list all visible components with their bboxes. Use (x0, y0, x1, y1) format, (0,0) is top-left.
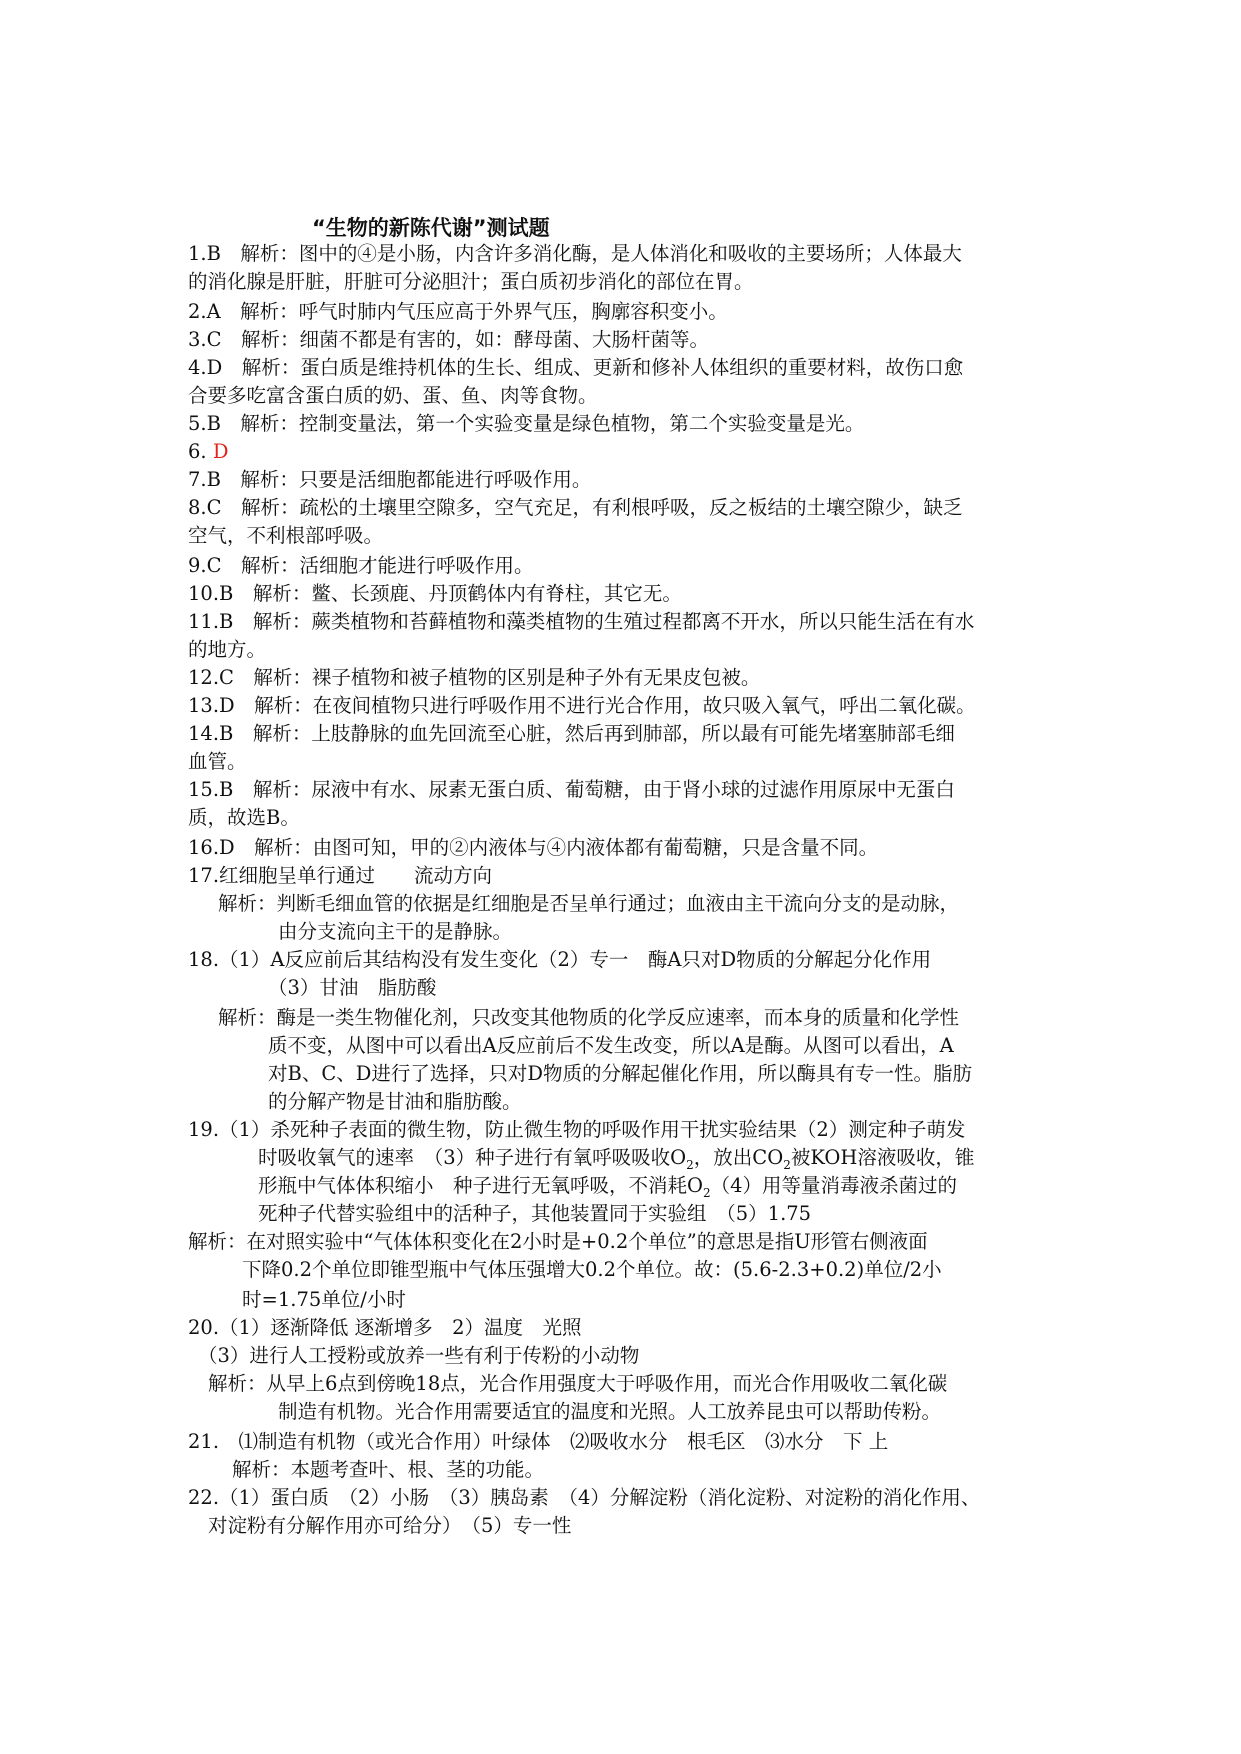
answer-22-line-1: 22.（1）蛋白质 （2）小肠 （3）胰岛素 （4）分解淀粉（消化淀粉、对淀粉的消化作用、 (188, 1486, 981, 1509)
answer-5: 5.B 解析：控制变量法，第一个实验变量是绿色植物，第二个实验变量是光。 (188, 412, 865, 435)
answer-17-explanation-line-1: 解析：判断毛细血管的依据是红细胞是否呈单行通过；血液由主干流向分支的是动脉， (218, 892, 960, 915)
page-title: “生物的新陈代谢”测试题 (312, 216, 550, 240)
answer-1-line-1: 1.B 解析：图中的④是小肠，内含许多消化酶，是人体消化和吸收的主要场所；人体最大 (188, 242, 962, 265)
answer-4-line-1: 4.D 解析：蛋白质是维持机体的生长、组成、更新和修补人体组织的重要材料，故伤口愈 (188, 356, 964, 379)
answer-11-line-2: 的地方。 (188, 638, 267, 661)
answer-19-line-3-text-b: （4）用等量消毒液杀菌过的 (710, 1174, 958, 1197)
answer-19-line-2 (258, 1144, 974, 1172)
answer-11-line-1: 11.B 解析：蕨类植物和苔藓植物和藻类植物的生殖过程都离不开水，所以只能生活在有水 (188, 610, 975, 633)
subscript-2: 2 (703, 1185, 711, 1200)
answer-20-line-2: （3）进行人工授粉或放养一些有利于传粉的小动物 (198, 1344, 640, 1367)
answer-19-explanation-line-1: 解析：在对照实验中“气体体积变化在2小时是+0.2个单位”的意思是指U形管右侧液面 (188, 1230, 928, 1253)
answer-22-line-2: 对淀粉有分解作用亦可给分） （5）专一性 (208, 1514, 572, 1537)
answer-8-line-1: 8.C 解析：疏松的土壤里空隙多，空气充足，有利根呼吸，反之板结的土壤空隙少，缺乏 (188, 496, 963, 519)
answer-19-explanation-line-2: 下降0.2个单位即锥型瓶中气体压强增大0.2个单位。故：(5.6-2.3+0.2)单位/2小 (242, 1258, 942, 1281)
answer-19-line-2-text-c: 被KOH溶液吸收，锥 (790, 1146, 975, 1169)
answer-19-line-2-text-b: ，放出CO (693, 1146, 784, 1169)
answer-19-explanation-line-3: 时=1.75单位/小时 (242, 1288, 406, 1311)
answer-19-line-1: 19.（1）杀死种子表面的微生物，防止微生物的呼吸作用干扰实验结果（2）测定种子萌发 (188, 1118, 966, 1141)
answer-20-line-1: 20.（1）逐渐降低 逐渐增多 2）温度 光照 (188, 1316, 582, 1339)
answer-19-line-2-text-a: 时吸收氧气的速率 （3）种子进行有氧呼吸吸收O (258, 1146, 687, 1169)
answer-18-explanation-line-4: 的分解产物是甘油和脂肪酸。 (268, 1090, 522, 1113)
answer-21-explanation: 解析：本题考查叶、根、茎的功能。 (232, 1458, 545, 1481)
answer-18-explanation-line-2: 质不变，从图中可以看出A反应前后不发生改变，所以A是酶。从图可以看出，A (268, 1034, 954, 1057)
answer-19-line-3 (258, 1172, 957, 1200)
answer-16: 16.D 解析：由图可知，甲的②内液体与④内液体都有葡萄糖，只是含量不同。 (188, 836, 879, 859)
answer-21: 21. ⑴制造有机物（或光合作用）叶绿体 ⑵吸收水分 根毛区 ⑶水分 下 上 (188, 1430, 889, 1453)
subscript-2: 2 (783, 1157, 791, 1172)
answer-1-line-2: 的消化腺是肝脏，肝脏可分泌胆汁；蛋白质初步消化的部位在胃。 (188, 270, 754, 293)
answer-19-line-3-text-a: 形瓶中气体体积缩小 种子进行无氧呼吸，不消耗O (258, 1174, 703, 1197)
answer-4-line-2: 合要多吃富含蛋白质的奶、蛋、鱼、肉等食物。 (188, 384, 598, 407)
answer-18-line-1: 18.（1）A反应前后其结构没有发生变化（2）专一 酶A只对D物质的分解起分化作用 (188, 948, 932, 971)
answer-19-line-4: 死种子代替实验组中的活种子，其他装置同于实验组 （5）1.75 (258, 1202, 812, 1225)
answer-10: 10.B 解析：鳖、长颈鹿、丹顶鹤体内有脊柱，其它无。 (188, 582, 682, 605)
answer-6-choice: D (212, 440, 229, 463)
answer-3: 3.C 解析：细菌不都是有害的，如：酵母菌、大肠杆菌等。 (188, 328, 710, 351)
answer-7: 7.B 解析：只要是活细胞都能进行呼吸作用。 (188, 468, 592, 491)
answer-8-line-2: 空气，不利根部呼吸。 (188, 524, 384, 547)
answer-18-explanation-line-1: 解析：酶是一类生物催化剂，只改变其他物质的化学反应速率，而本身的质量和化学性 (218, 1006, 960, 1029)
answer-17-explanation-line-2: 由分支流向主干的是静脉。 (278, 920, 513, 943)
answer-6-number: 6. (188, 440, 207, 463)
answer-14-line-1: 14.B 解析：上肢静脉的血先回流至心脏，然后再到肺部，所以最有可能先堵塞肺部毛细 (188, 722, 955, 745)
answer-18-explanation-line-3: 对B、C、D进行了选择，只对D物质的分解起催化作用，所以酶具有专一性。脂肪 (268, 1062, 973, 1085)
answer-17: 17.红细胞呈单行通过 流动方向 (188, 864, 493, 887)
answer-12: 12.C 解析：裸子植物和被子植物的区别是种子外有无果皮包被。 (188, 666, 761, 689)
answer-14-line-2: 血管。 (188, 750, 247, 773)
answer-20-explanation-line-1: 解析：从早上6点到傍晚18点，光合作用强度大于呼吸作用，而光合作用吸收二氧化碳 (208, 1372, 948, 1395)
answer-6 (188, 438, 228, 466)
answer-2: 2.A 解析：呼气时肺内气压应高于外界气压，胸廓容积变小。 (188, 300, 728, 323)
answer-15-line-1: 15.B 解析：尿液中有水、尿素无蛋白质、葡萄糖，由于肾小球的过滤作用原尿中无蛋白 (188, 778, 955, 801)
answer-18-line-2: （3）甘油 脂肪酸 (268, 976, 437, 999)
answer-15-line-2: 质，故选B。 (188, 806, 300, 829)
answer-20-explanation-line-2: 制造有机物。光合作用需要适宜的温度和光照。人工放养昆虫可以帮助传粉。 (278, 1400, 942, 1423)
subscript-2: 2 (686, 1157, 694, 1172)
answer-9: 9.C 解析：活细胞才能进行呼吸作用。 (188, 554, 534, 577)
answer-13: 13.D 解析：在夜间植物只进行呼吸作用不进行光合作用，故只吸入氧气，呼出二氧化碳。 (188, 694, 976, 717)
